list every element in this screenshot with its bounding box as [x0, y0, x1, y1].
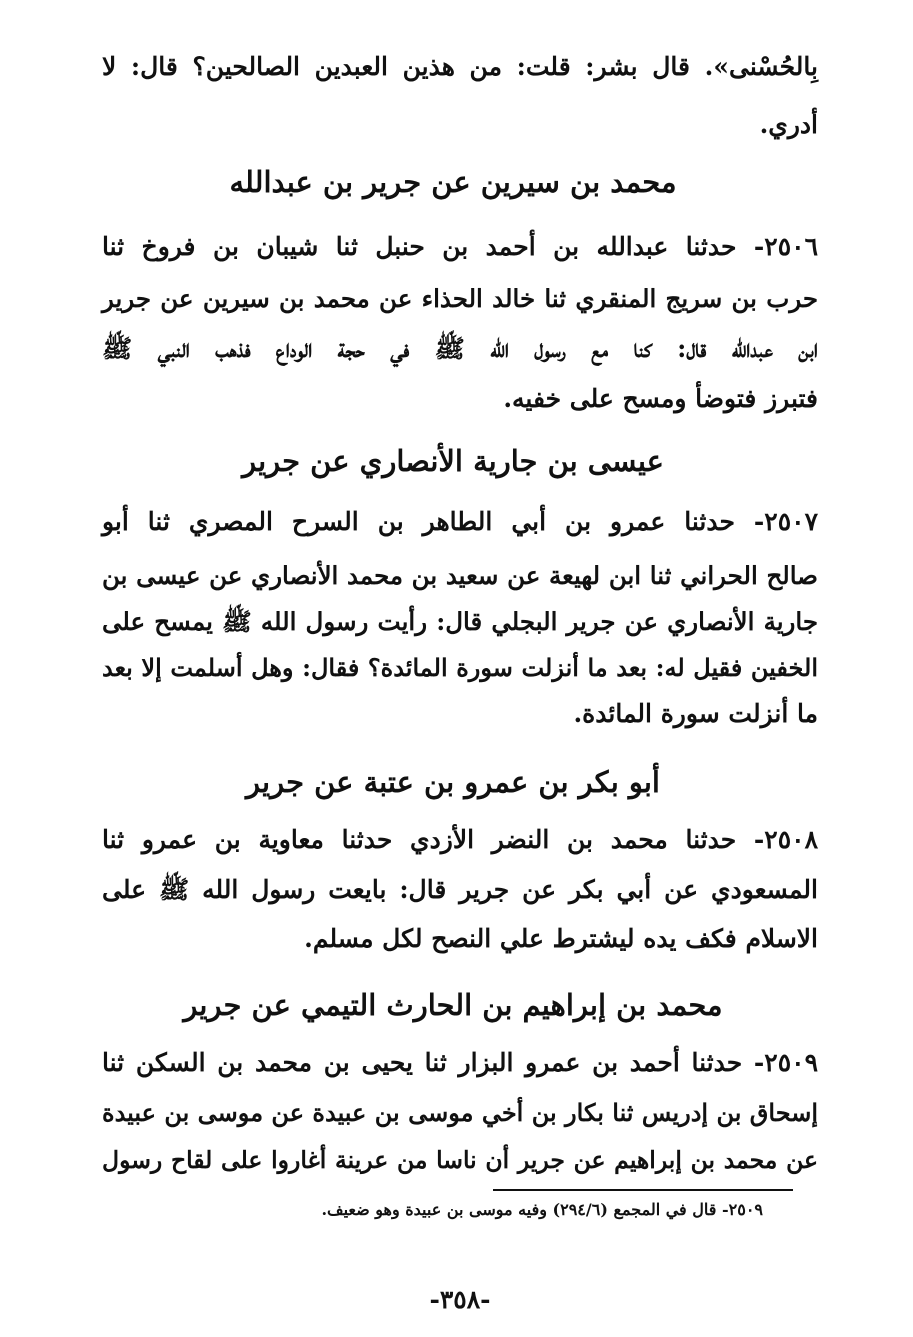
section-heading: عيسى بن جارية الأنصاري عن جرير	[242, 444, 664, 478]
footnote: ٢٥٠٩- قال في المجمع (٢٩٤/٦) وفيه موسى بن عبيدة وهو ضعيف.	[321, 1200, 763, 1219]
text-line: صالح الحراني ثنا ابن لهيعة عن سعيد بن محمد الأنصاري عن عيسى بن	[102, 561, 818, 590]
footnote-divider	[493, 1189, 793, 1191]
text-line: الخفين فقيل له: بعد ما أنزلت سورة المائدة؟ فقال: وهل أسلمت إلا بعد	[102, 653, 818, 682]
text-line: إسحاق بن إدريس ثنا بكار بن أخي موسى بن عبيدة عن موسى بن عبيدة	[102, 1098, 818, 1127]
text-line: المسعودي عن أبي بكر عن جرير قال: بايعت رسول الله ﷺ على	[102, 875, 818, 904]
hadith-2506-line: ٢٥٠٦- حدثنا عبدالله بن أحمد بن حنبل ثنا شيبان بن فروخ ثنا	[102, 232, 818, 261]
hadith-2508-line: ٢٥٠٨- حدثنا محمد بن النضر الأزدي حدثنا معاوية بن عمرو ثنا	[102, 825, 818, 854]
text-line: حرب بن سريج المنقري ثنا خالد الحذاء عن محمد بن سيرين عن جرير	[102, 284, 818, 313]
hadith-2509-line: ٢٥٠٩- حدثنا أحمد بن عمرو البزار ثنا يحيى بن محمد بن السكن ثنا	[102, 1048, 818, 1077]
text-line: جارية الأنصاري عن جرير البجلي قال: رأيت رسول الله ﷺ يمسح على	[102, 607, 818, 636]
section-heading: محمد بن سيرين عن جرير بن عبدالله	[229, 165, 677, 199]
page-number: -٣٥٨-	[429, 1285, 491, 1314]
text-line: بِالحُسْنى». قال بشر: قلت: من هذين العبدين الصالحين؟ قال: لا	[102, 52, 818, 81]
text-line: عن محمد بن إبراهيم عن جرير أن ناسا من عرينة أغاروا على لقاح رسول	[102, 1146, 818, 1174]
text-line: أدري.	[759, 110, 818, 139]
text-line: ما أنزلت سورة المائدة.	[573, 699, 818, 728]
section-heading: أبو بكر بن عمرو بن عتبة عن جرير	[246, 765, 660, 799]
text-line: الاسلام فكف يده ليشترط علي النصح لكل مسلم.	[304, 924, 818, 953]
hadith-2507-line: ٢٥٠٧- حدثنا عمرو بن أبي الطاهر بن السرح المصري ثنا أبو	[102, 507, 818, 536]
text-line: ابن عبدالله قال: كنا مع رسول الله ﷺ في حجة الوداع فذهب النبي ﷺ	[102, 334, 818, 363]
text-line: فتبرز فتوضأ ومسح على خفيه.	[503, 384, 818, 413]
section-heading: محمد بن إبراهيم بن الحارث التيمي عن جرير	[183, 988, 723, 1022]
